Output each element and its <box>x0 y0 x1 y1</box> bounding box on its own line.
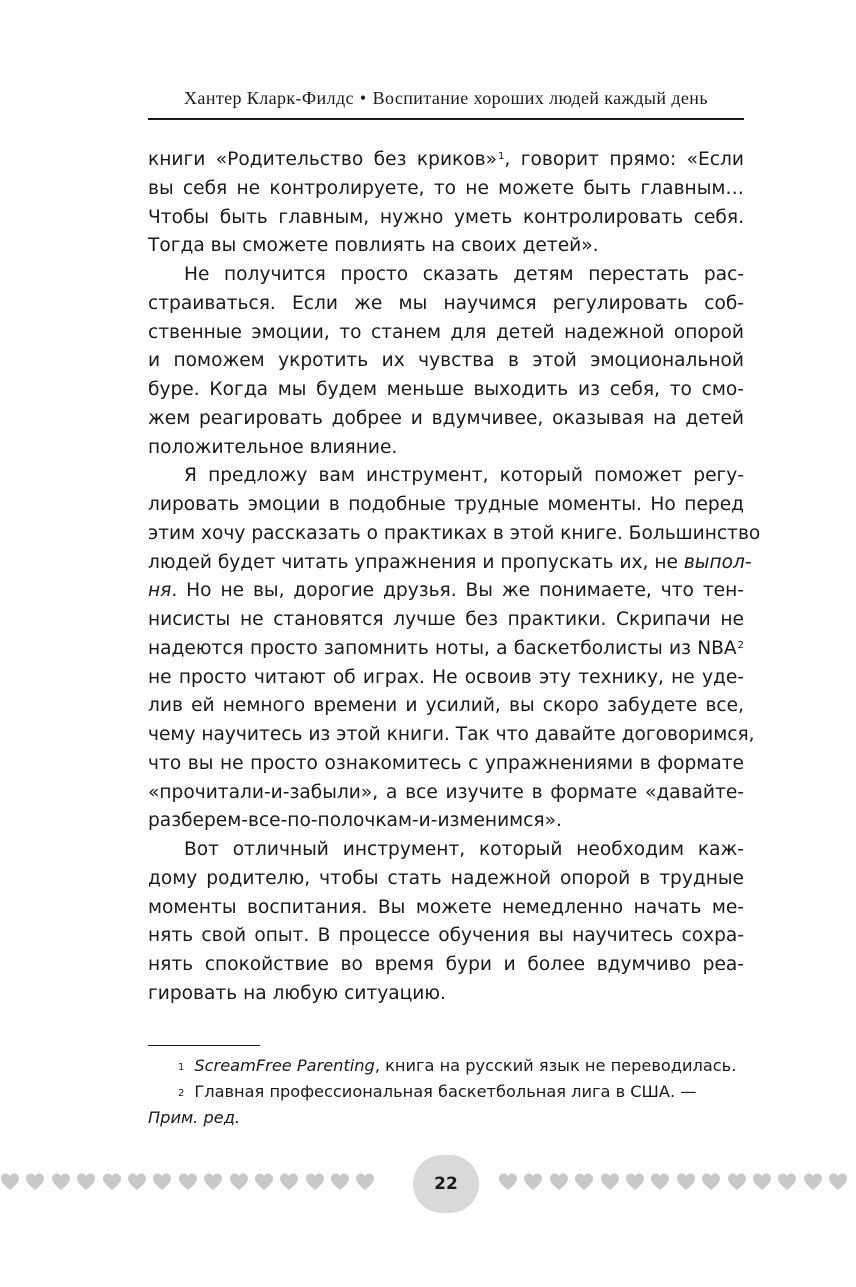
text-line: нять спокойствие во время бури и более вдумчиво реа- <box>148 954 744 975</box>
text-line: книги «Родительство без криков»$^1$, говорит прямо: «Если <box>148 149 744 170</box>
heart-icon <box>600 1172 620 1192</box>
heart-icon <box>355 1172 375 1192</box>
text-line: ня. Но не вы, дорогие друзья. Вы же понимаете, что тен- <box>148 580 744 602</box>
heart-icon <box>625 1172 645 1192</box>
heart-icon <box>229 1172 249 1192</box>
text-line: Не получится просто сказать детям перестать рас- <box>184 264 744 285</box>
text-line: нять свой опыт. В процессе обучения вы научитесь сохра- <box>148 925 744 947</box>
heart-icon <box>777 1172 797 1192</box>
text-line: Тогда вы сможете повлиять на своих детей». <box>148 235 599 257</box>
text-line: «прочитали-и-забыли», а все изучите в формате «давайте- <box>148 781 744 803</box>
text-line: лив ей немного времени и усилий, вы скоро забудете все, <box>148 695 744 717</box>
heart-icon <box>76 1172 96 1192</box>
heart-icon <box>752 1172 772 1192</box>
text-line: не просто читают об играх. Не освоив эту технику, не уде- <box>148 666 744 688</box>
heart-icon <box>701 1172 721 1192</box>
header-rule <box>148 118 744 120</box>
text-line: чему научитесь из этой книги. Так что давайте договоримся, <box>148 724 755 745</box>
header-book-title: Воспитание хороших людей каждый день <box>372 88 708 108</box>
heart-icon <box>25 1172 45 1192</box>
heart-icon <box>574 1172 594 1192</box>
header-author: Хантер Кларк-Филдс <box>184 88 354 108</box>
header-separator: • <box>359 88 367 108</box>
footnote-1: $^1$ ScreamFree Parenting, книга на русский язык не переводилась. <box>178 1056 737 1075</box>
text-line: Вот отличный инструмент, который необходим каж- <box>184 839 744 860</box>
footnotes <box>148 1053 744 1131</box>
running-header <box>148 88 744 109</box>
heart-icon <box>828 1172 848 1192</box>
text-line: людей будет читать упражнения и пропускать их, не выпол- <box>148 551 752 573</box>
text-line: жем реагировать добрее и вдумчивее, оказывая на детей <box>148 407 744 429</box>
text-line: этим хочу рассказать о практиках в этой книге. Большинство <box>148 522 761 544</box>
text-line: дому родителю, чтобы стать надежной опорой в трудные <box>148 867 744 889</box>
page-number: 22 <box>413 1155 479 1213</box>
text-line: страиваться. Если же мы научимся регулировать соб- <box>148 292 744 314</box>
footnote-2-continued: Прим. ред. <box>148 1108 241 1127</box>
hearts-decoration-left <box>0 1171 400 1195</box>
heart-icon <box>152 1172 172 1192</box>
text-line: положительное влияние. <box>148 436 398 458</box>
text-line: гировать на любую ситуацию. <box>148 982 446 1004</box>
heart-icon <box>127 1172 147 1192</box>
hearts-decoration-right <box>498 1171 856 1195</box>
text-line: нисисты не становятся лучше без практики. Скрипачи не <box>148 609 744 630</box>
heart-icon <box>178 1172 198 1192</box>
heart-icon <box>650 1172 670 1192</box>
text-line: ственные эмоции, то станем для детей надежной опорой <box>148 321 744 343</box>
footnote-2: $^2$ Главная профессиональная баскетбольная лига в США. — <box>178 1082 697 1101</box>
heart-icon <box>254 1172 274 1192</box>
text-line: моменты воспитания. Вы можете немедленно начать ме- <box>148 896 744 918</box>
heart-icon <box>330 1172 350 1192</box>
heart-icon <box>203 1172 223 1192</box>
heart-icon <box>498 1172 518 1192</box>
text-line: разберем-все-по-полочкам-и-изменимся». <box>148 810 562 832</box>
text-line: и поможем укротить их чувства в этой эмоциональной <box>148 350 744 372</box>
heart-icon <box>549 1172 569 1192</box>
heart-icon <box>676 1172 696 1192</box>
text-line: надеются просто запомнить ноты, а баскетболисты из NBA$^2$ <box>148 637 744 659</box>
text-line: буре. Когда мы будем меньше выходить из себя, то смо- <box>148 379 744 400</box>
heart-icon <box>305 1172 325 1192</box>
text-line: Я предложу вам инструмент, который поможет регу- <box>184 465 744 487</box>
heart-icon <box>102 1172 122 1192</box>
heart-icon <box>803 1172 823 1192</box>
body-text <box>148 146 761 1009</box>
footnote-rule <box>148 1045 260 1046</box>
text-line: Чтобы быть главным, нужно уметь контролировать себя. <box>148 206 744 228</box>
heart-icon <box>0 1172 20 1192</box>
text-line: вы себя не контролируете, то не можете быть главным… <box>148 177 744 199</box>
heart-icon <box>279 1172 299 1192</box>
page-footer <box>0 1155 856 1211</box>
footnote-ref-2[interactable]: 2 <box>737 639 744 651</box>
footnote-ref-1[interactable]: 1 <box>497 151 505 162</box>
heart-icon <box>51 1172 71 1192</box>
text-line: что вы не просто ознакомитесь с упражнениями в формате <box>148 752 744 774</box>
text-line: лировать эмоции в подобные трудные моменты. Но перед <box>148 494 744 515</box>
heart-icon <box>523 1172 543 1192</box>
heart-icon <box>727 1172 747 1192</box>
